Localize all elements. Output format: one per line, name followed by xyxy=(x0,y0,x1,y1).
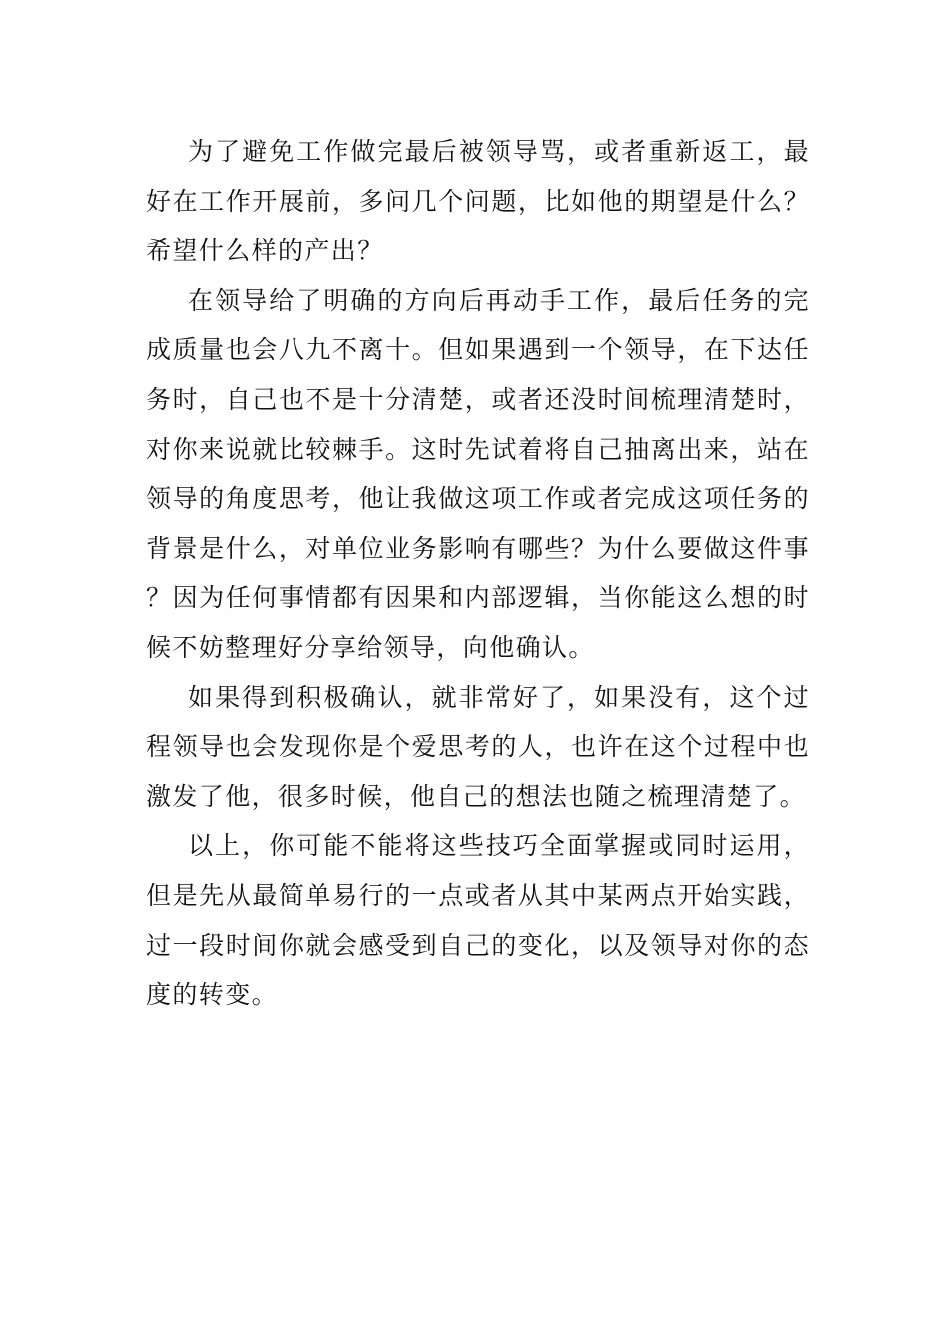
paragraph-2: 在领导给了明确的方向后再动手工作，最后任务的完成质量也会八九不离十。但如果遇到一个领导，在下达任务时，自己也不是十分清楚，或者还没时间梳理清楚时，对你来说就比较棘手。这时先试着将自己抽离出来，站在领导的角度思考，他让我做这项工作或者完成这项任务的背景是什么，对单位业务影响有哪些？为什么要做这件事？因为任何事情都有因果和内部逻辑，当你能这么想的时候不妨整理好分享给领导，向他确认。 xyxy=(146,285,810,662)
paragraph-4: 以上，你可能不能将这些技巧全面掌握或同时运用，但是先从最简单易行的一点或者从其中某两点开始实践，过一段时间你就会感受到自己的变化，以及领导对你的态度的转变。 xyxy=(146,831,810,1010)
paragraph-3: 如果得到积极确认，就非常好了，如果没有，这个过程领导也会发现你是个爱思考的人，也许在这个过程中也激发了他，很多时候，他自己的想法也随之梳理清楚了。 xyxy=(146,682,810,811)
paragraph-1: 为了避免工作做完最后被领导骂，或者重新返工，最好在工作开展前，多问几个问题，比如他的期望是什么？希望什么样的产出？ xyxy=(146,137,810,266)
document-body xyxy=(146,127,810,1020)
